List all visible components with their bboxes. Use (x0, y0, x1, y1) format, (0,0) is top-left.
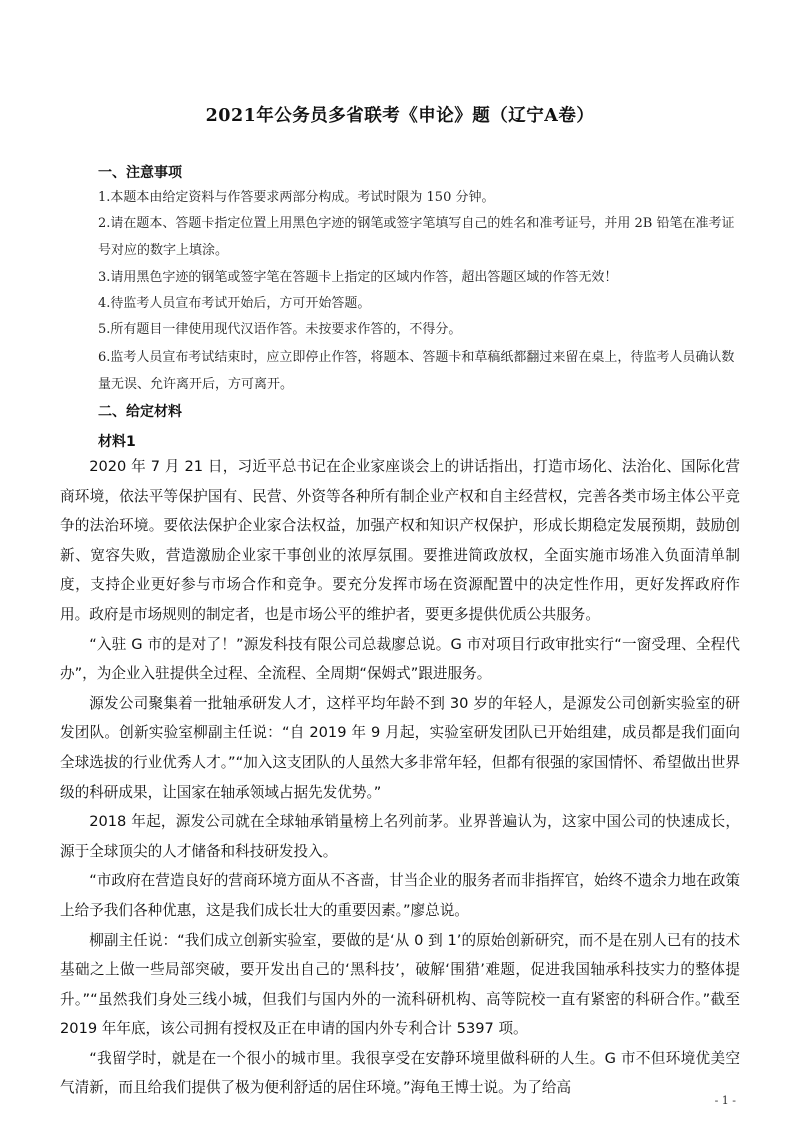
notice-item-5: 5.所有题目一律使用现代汉语作答。未按要求作答的，不得分。 (98, 322, 462, 337)
material-label: 材料1 (98, 434, 136, 450)
notice-item-3: 3.请用黑色字迹的钢笔或签字笔在答题卡上指定的区域内作答，超出答题区域的作答无效！ (98, 270, 618, 285)
document-title: 2021年公务员多省联考《申论》题（辽宁A卷） (205, 106, 595, 126)
notice-item-1: 1.本题本由给定资料与作答要求两部分构成。考试时限为 150 分钟。 (98, 190, 495, 205)
materials-heading: 二、给定材料 (98, 404, 182, 420)
material-paragraph: 源发公司聚集着一批轴承研发人才，这样平均年龄不到 30 岁的年轻人，是源发公司创新实验室的研发团队。创新实验室柳副主任说：“自 2019 年 9 月起，实验室研发团队已开始组建，成员都是我们面向全球选拔的行业优秀人才。”“加入这支团队的人虽然大多非常年轻，但都有很强的家国情怀、希望做出世界级的科研成果，让国家在轴承领域占据先发优势。” (60, 694, 740, 801)
material-paragraph: 柳副主任说：“我们成立创新实验室，要做的是‘从 0 到 1’的原始创新研究，而不是在别人已有的技术基础之上做一些局部突破，要开发出自己的‘黑科技’，破解‘围猎’难题，促进我国轴承科技实力的整体提升。”“虽然我们身处三线小城，但我们与国内外的一流科研机构、高等院校一直有紧密的科研合作。”截至 2019 年年底，该公司拥有授权及正在申请的国内外专利合计 5397 项。 (60, 931, 740, 1038)
notice-item-4: 4.待监考人员宣布考试开始后，方可开始答题。 (98, 296, 371, 311)
material-paragraph: “市政府在营造良好的营商环境方面从不吝啬，甘当企业的服务者而非指挥官，始终不遗余力地在政策上给予我们各种优惠，这是我们成长壮大的重要因素。”廖总说。 (60, 872, 740, 919)
notice-item-2: 2.请在题本、答题卡指定位置上用黑色字迹的钢笔或签字笔填写自己的姓名和准考证号，并用 2B 铅笔在准考证号对应的数字上填涂。 (98, 216, 735, 258)
material-paragraph: “入驻 G 市的是对了！”源发科技有限公司总裁廖总说。G 市对项目行政审批实行“一窗受理、全程代办”，为企业入驻提供全过程、全流程、全周期“保姆式”跟进服务。 (60, 635, 740, 683)
notice-item-6: 6.监考人员宣布考试结束时，应立即停止作答，将题本、答题卡和草稿纸都翻过来留在桌上，待监考人员确认数量无误、允许离开后，方可离开。 (98, 350, 735, 392)
material-body (60, 452, 740, 1103)
notice-heading: 一、注意事项 (98, 165, 182, 181)
material-paragraph: “我留学时，就是在一个很小的城市里。我很享受在安静环境里做科研的人生。G 市不但环境优美空气清新，而且给我们提供了极为便利舒适的居住环境。”海龟王博士说。为了给高 (60, 1049, 740, 1097)
page-number: - 1 - (714, 1094, 736, 1107)
material-paragraph: 2018 年起，源发公司就在全球轴承销量榜上名列前茅。业界普遍认为，这家中国公司的快速成长，源于全球顶尖的人才储备和科技研发投入。 (60, 813, 740, 860)
material-paragraph: 2020 年 7 月 21 日，习近平总书记在企业家座谈会上的讲话指出，打造市场化、法治化、国际化营商环境，依法平等保护国有、民营、外资等各种所有制企业产权和自主经营权，完善各类市场主体公平竞争的法治环境。要依法保护企业家合法权益，加强产权和知识产权保护，形成长期稳定发展预期，鼓励创新、宽容失败，营造激励企业家干事创业的浓厚氛围。要推进简政放权，全面实施市场准入负面清单制度，支持企业更好参与市场合作和竞争。要充分发挥市场在资源配置中的决定性作用，更好发挥政府作用。政府是市场规则的制定者，也是市场公平的维护者，要更多提供优质公共服务。 (60, 458, 740, 623)
